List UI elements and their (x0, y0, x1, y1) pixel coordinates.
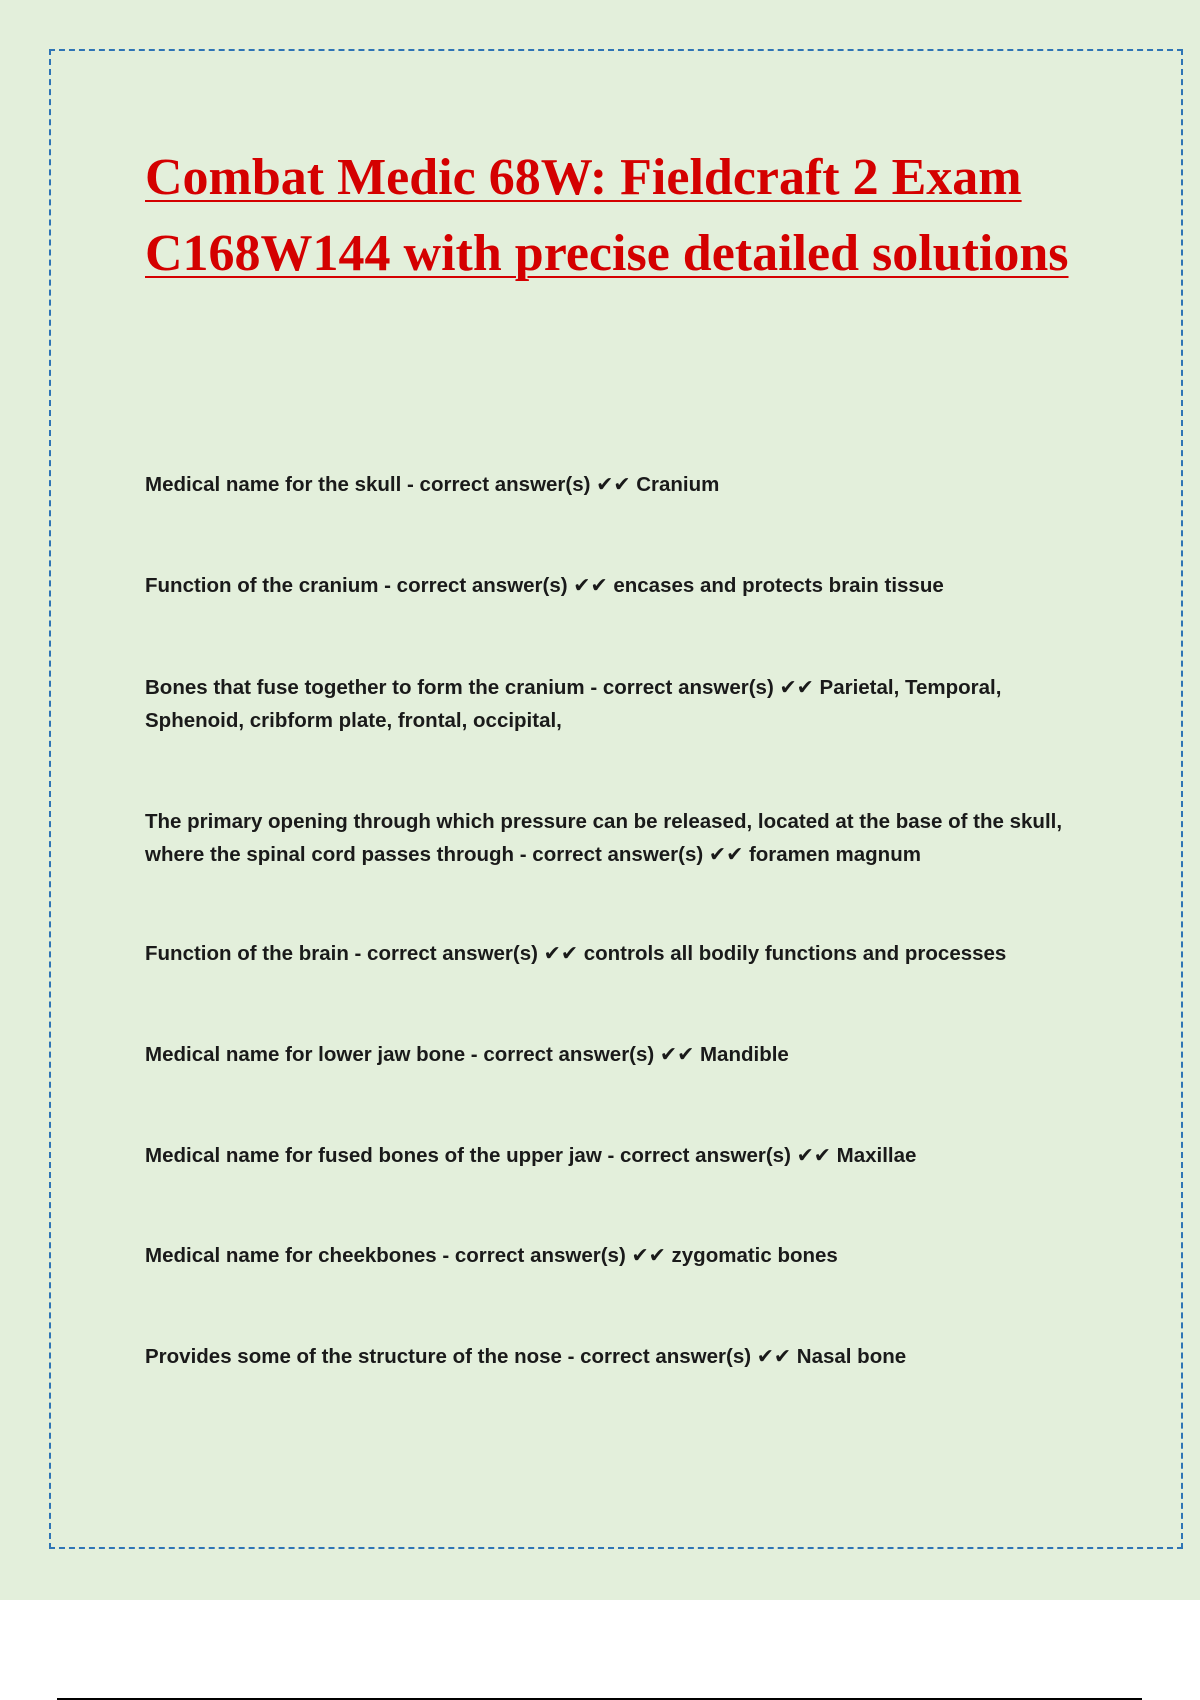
qa-item-cranium-function: Function of the cranium - correct answer(s) ✔✔ encases and protects brain tissue (145, 574, 944, 597)
qa-item-nasal-bone: Provides some of the structure of the nose - correct answer(s) ✔✔ Nasal bone (145, 1345, 907, 1368)
qa-item-brain-function: Function of the brain - correct answer(s) ✔✔ controls all bodily functions and processes (145, 942, 1007, 965)
qa-item-mandible: Medical name for lower jaw bone - correct answer(s) ✔✔ Mandible (145, 1043, 789, 1066)
qa-item-cranium-bones: Bones that fuse together to form the cranium - correct answer(s) ✔✔ Parietal, Temporal, Sphenoid, cribform plate, frontal, occipital, (145, 676, 1002, 732)
qa-item-maxillae: Medical name for fused bones of the upper jaw - correct answer(s) ✔✔ Maxillae (145, 1144, 917, 1167)
qa-item-zygomatic: Medical name for cheekbones - correct answer(s) ✔✔ zygomatic bones (145, 1244, 838, 1267)
qa-item-skull: Medical name for the skull - correct answer(s) ✔✔ Cranium (145, 473, 720, 496)
document-title: Combat Medic 68W: Fieldcraft 2 Exam C168W144 with precise detailed solutions (145, 149, 1069, 282)
qa-item-foramen-magnum: The primary opening through which pressure can be released, located at the base of the skull, where the spinal cord passes through - correct answer(s) ✔✔ foramen magnum (145, 810, 1063, 866)
